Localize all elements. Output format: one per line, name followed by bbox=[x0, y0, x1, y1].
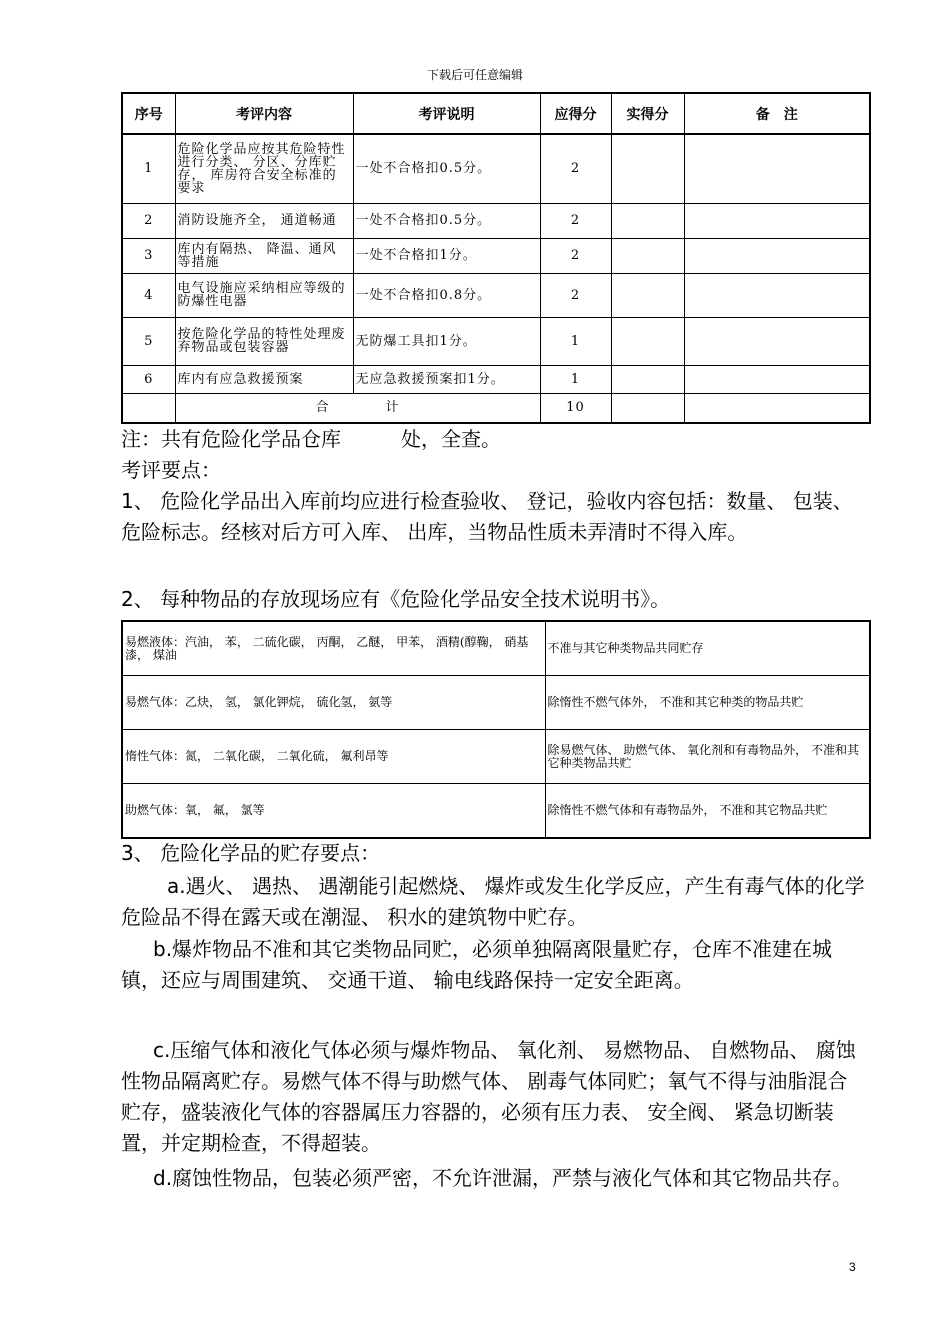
row-score: 1 bbox=[540, 365, 611, 393]
row-remark bbox=[684, 238, 870, 273]
row-content: 电气设施应采纳相应等级的防爆性电器 bbox=[175, 273, 353, 317]
storage-category: 易燃液体：汽油， 苯， 二硫化碳， 丙酮， 乙醚， 甲苯， 酒精(醇鞠， 硝基漆， 煤油 bbox=[122, 621, 545, 676]
table-row bbox=[122, 676, 870, 730]
row-score: 2 bbox=[540, 273, 611, 317]
col-header-remark: 备 注 bbox=[684, 93, 870, 134]
row-actual bbox=[611, 134, 684, 203]
storage-category: 易燃气体：乙炔， 氢， 氯化钾烷， 硫化氢， 氨等 bbox=[122, 676, 545, 730]
row-score: 1 bbox=[540, 317, 611, 365]
row-remark bbox=[684, 365, 870, 393]
point-3-title: 3、 危险化学品的贮存要点： bbox=[121, 841, 381, 865]
storage-rule: 除易燃气体、 助燃气体、 氧化剂和有毒物品外， 不准和其它种类物品共贮 bbox=[545, 730, 870, 784]
row-content: 库内有应急救援预案 bbox=[175, 365, 353, 393]
row-note: 一处不合格扣1分。 bbox=[353, 238, 540, 273]
storage-rule: 除惰性不燃气体和有毒物品外， 不准和其它物品共贮 bbox=[545, 784, 870, 839]
table-row bbox=[122, 134, 870, 203]
table-row bbox=[122, 365, 870, 393]
storage-rule: 除惰性不燃气体外， 不准和其它种类的物品共贮 bbox=[545, 676, 870, 730]
total-actual bbox=[611, 393, 684, 423]
total-blank bbox=[122, 393, 175, 423]
row-remark bbox=[684, 203, 870, 238]
row-note: 无防爆工具扣1分。 bbox=[353, 317, 540, 365]
row-no: 2 bbox=[122, 203, 175, 238]
row-no: 4 bbox=[122, 273, 175, 317]
table-row bbox=[122, 784, 870, 839]
row-note: 一处不合格扣0.5分。 bbox=[353, 134, 540, 203]
col-header-score: 应得分 bbox=[540, 93, 611, 134]
col-header-note: 考评说明 bbox=[353, 93, 540, 134]
col-header-no: 序号 bbox=[122, 93, 175, 134]
total-row bbox=[122, 393, 870, 423]
point-1: 1、 危险化学品出入库前均应进行检查验收、 登记，验收内容包括：数量、 包装、 危险标志。经核对后方可入库、 出库，当物品性质未弄清时不得入库。 bbox=[121, 489, 853, 544]
point-3d: d.腐蚀性物品，包装必须严密，不允许泄漏，严禁与液化气体和其它物品共存。 bbox=[153, 1166, 853, 1190]
row-score: 2 bbox=[540, 238, 611, 273]
row-no: 1 bbox=[122, 134, 175, 203]
points-title: 考评要点： bbox=[121, 458, 221, 482]
table-header-row bbox=[122, 93, 870, 134]
row-score: 2 bbox=[540, 134, 611, 203]
total-label: 合 计 bbox=[175, 393, 540, 423]
note-line: 注：共有危险化学品仓库 处，全查。 bbox=[121, 427, 501, 451]
row-score: 2 bbox=[540, 203, 611, 238]
table-row bbox=[122, 238, 870, 273]
row-note: 一处不合格扣0.8分。 bbox=[353, 273, 540, 317]
row-note: 无应急救援预案扣1分。 bbox=[353, 365, 540, 393]
point-2: 2、 每种物品的存放现场应有《危险化学品安全技术说明书》。 bbox=[121, 587, 671, 611]
storage-category: 助燃气体：氧， 氟， 氯等 bbox=[122, 784, 545, 839]
table-row bbox=[122, 203, 870, 238]
col-header-content: 考评内容 bbox=[175, 93, 353, 134]
total-score: 10 bbox=[540, 393, 611, 423]
row-actual bbox=[611, 317, 684, 365]
table-row bbox=[122, 273, 870, 317]
point-3c: c.压缩气体和液化气体必须与爆炸物品、 氧化剂、 易燃物品、 自燃物品、 腐蚀性物品隔离贮存。易燃气体不得与助燃气体、 剧毒气体同贮；氧气不得与油脂混合贮存，盛装液化气体的容器属压力容器的，必须有压力表、 安全阀、 紧急切断装置，并定期检查，不得超装。 bbox=[121, 1038, 856, 1155]
row-remark bbox=[684, 273, 870, 317]
table-row bbox=[122, 730, 870, 784]
point-3a: a.遇火、 遇热、 遇潮能引起燃烧、 爆炸或发生化学反应，产生有毒气体的化学危险品不得在露天或在潮湿、 积水的建筑物中贮存。 bbox=[121, 874, 865, 929]
storage-category: 惰性气体：氮， 二氧化碳， 二氧化硫， 氟利昂等 bbox=[122, 730, 545, 784]
row-no: 3 bbox=[122, 238, 175, 273]
table-row bbox=[122, 621, 870, 676]
row-actual bbox=[611, 365, 684, 393]
page-number: 3 bbox=[849, 1260, 856, 1274]
row-actual bbox=[611, 203, 684, 238]
row-no: 6 bbox=[122, 365, 175, 393]
storage-rule: 不准与其它种类物品共同贮存 bbox=[545, 621, 870, 676]
row-note: 一处不合格扣0.5分。 bbox=[353, 203, 540, 238]
point-3b: b.爆炸物品不准和其它类物品同贮，必须单独隔离限量贮存，仓库不准建在城镇，还应与周围建筑、 交通干道、 输电线路保持一定安全距离。 bbox=[121, 937, 833, 992]
row-content: 消防设施齐全， 通道畅通 bbox=[175, 203, 353, 238]
row-actual bbox=[611, 238, 684, 273]
score-table bbox=[121, 92, 871, 424]
total-remark bbox=[684, 393, 870, 423]
row-content: 库内有隔热、 降温、通风等措施 bbox=[175, 238, 353, 273]
storage-table bbox=[121, 620, 871, 839]
page-header: 下载后可任意编辑 bbox=[426, 68, 523, 82]
row-no: 5 bbox=[122, 317, 175, 365]
row-remark bbox=[684, 134, 870, 203]
row-content: 危险化学品应按其危险特性进行分类、 分区、分库贮存， 库房符合安全标准的要求 bbox=[175, 134, 353, 203]
col-header-actual: 实得分 bbox=[611, 93, 684, 134]
row-actual bbox=[611, 273, 684, 317]
table-row bbox=[122, 317, 870, 365]
row-content: 按危险化学品的特性处理废弃物品或包装容器 bbox=[175, 317, 353, 365]
row-remark bbox=[684, 317, 870, 365]
